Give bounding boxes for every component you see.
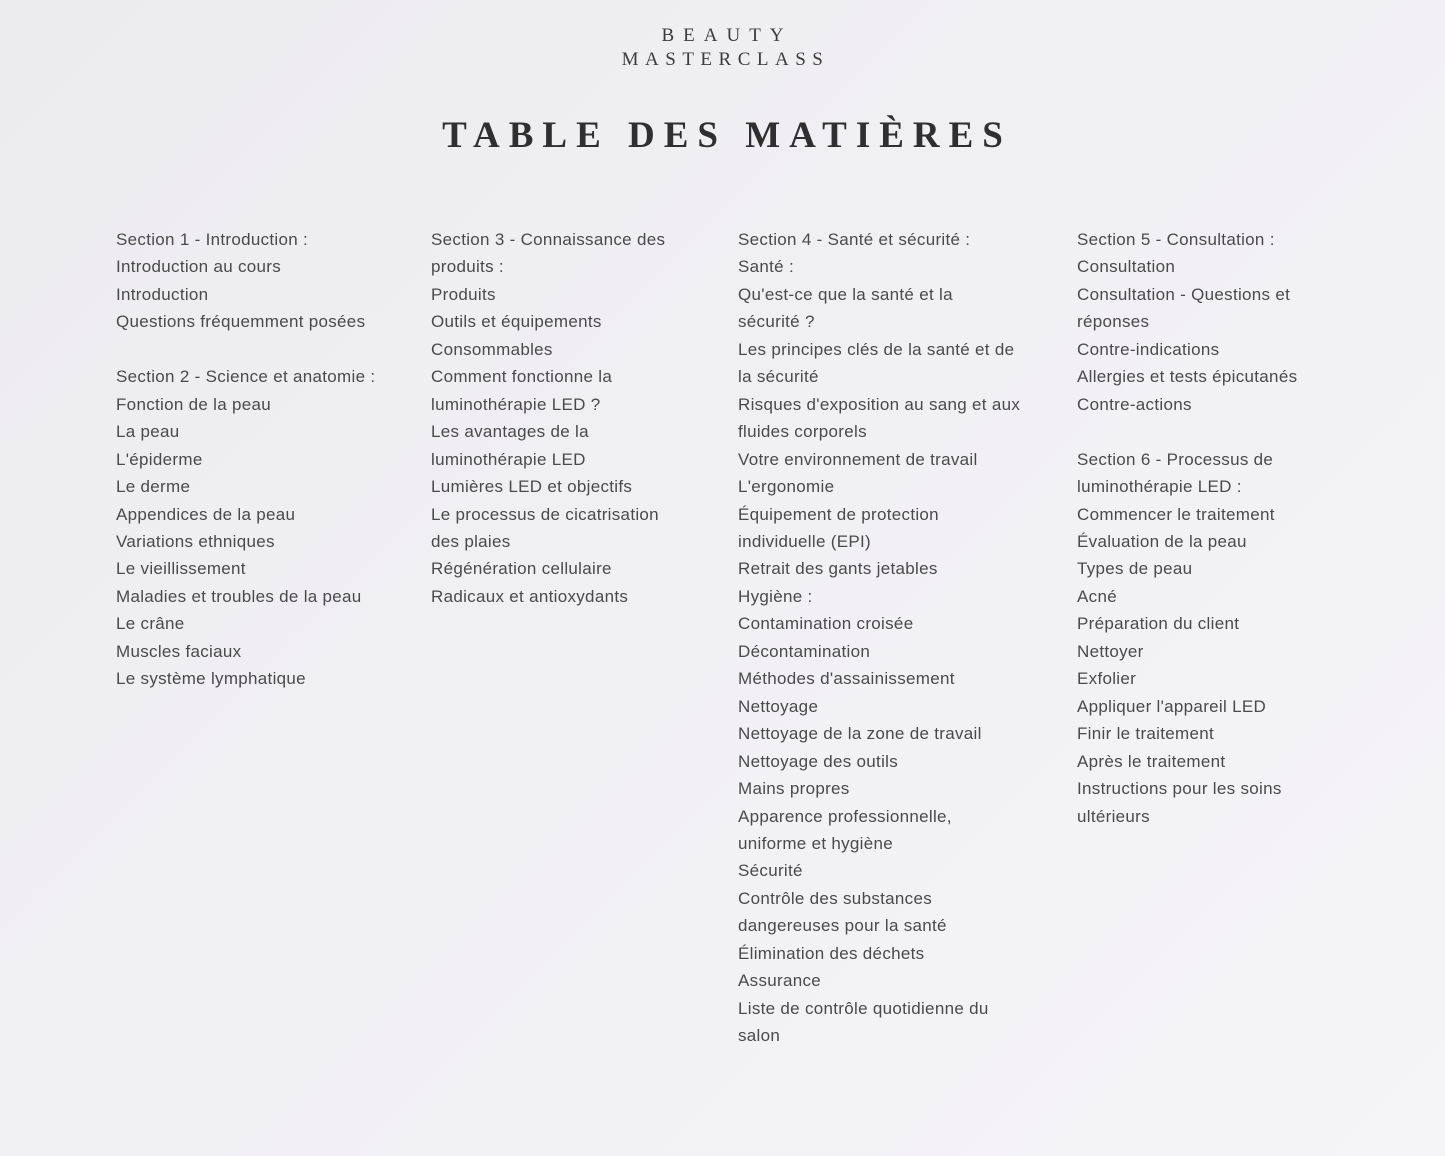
toc-entry: Le processus de cicatrisation [431, 504, 659, 524]
toc-entry: Introduction au cours [116, 257, 282, 277]
toc-entry: sécurité ? [738, 312, 815, 332]
toc-entry: Fonction de la peau [116, 394, 272, 414]
toc-entry: Instructions pour les soins [1077, 779, 1282, 799]
toc-entry: Muscles faciaux [116, 641, 242, 661]
toc-entry: Radicaux et antioxydants [431, 586, 629, 606]
toc-entry: individuelle (EPI) [738, 531, 871, 551]
toc-entry: Consultation - Questions et [1077, 284, 1291, 304]
toc-entry: Contamination croisée [738, 614, 914, 634]
toc-entry: salon [738, 1026, 781, 1046]
toc-entry: Le derme [116, 477, 191, 497]
toc-entry: Après le traitement [1077, 751, 1226, 771]
toc-entry: L'épiderme [116, 449, 203, 469]
toc-entry: Le vieillissement [116, 559, 246, 579]
section-spacer [116, 336, 416, 363]
brand-logo [0, 24, 1445, 72]
toc-entry: Sécurité [738, 861, 803, 881]
toc-entry: Qu'est-ce que la santé et la [738, 284, 953, 304]
toc-entry: réponses [1077, 312, 1150, 332]
toc-entry: Consommables [431, 339, 553, 359]
section-spacer [1077, 418, 1377, 445]
section-heading: Section 3 - Connaissance des [431, 230, 666, 249]
toc-entry: Assurance [738, 971, 822, 991]
toc-column-2 [431, 226, 721, 610]
toc-entry: Équipement de protection [738, 504, 939, 524]
section-heading: Section 1 - Introduction : [116, 230, 309, 249]
toc-entry: fluides corporels [738, 422, 867, 442]
toc-entry: Contrôle des substances [738, 888, 933, 908]
toc-entry: Exfolier [1077, 669, 1137, 689]
toc-entry: Produits [431, 284, 496, 304]
toc-entry: Nettoyer [1077, 641, 1144, 661]
toc-entry: luminothérapie LED ? [431, 394, 601, 414]
toc-column-1 [116, 226, 416, 693]
toc-entry: Acné [1077, 586, 1117, 606]
section-heading: Section 4 - Santé et sécurité : [738, 230, 971, 249]
toc-entry: Élimination des déchets [738, 943, 925, 963]
toc-entry: Hygiène : [738, 586, 813, 606]
toc-entry: produits : [431, 257, 504, 277]
toc-entry: Les avantages de la [431, 422, 589, 442]
toc-entry: Santé : [738, 257, 794, 277]
brand-line-2: MASTERCLASS [621, 49, 830, 70]
toc-entry: Décontamination [738, 641, 871, 661]
toc-entry: Risques d'exposition au sang et aux [738, 394, 1021, 414]
toc-entry: Votre environnement de travail [738, 449, 978, 469]
toc-column-3 [738, 226, 1058, 1050]
toc-entry: luminothérapie LED : [1077, 477, 1242, 497]
toc-entry: Appliquer l'appareil LED [1077, 696, 1267, 716]
toc-entry: Questions fréquemment posées [116, 312, 366, 332]
section-heading: Section 2 - Science et anatomie : [116, 367, 376, 387]
toc-entry: ultérieurs [1077, 806, 1150, 826]
section-heading: Section 5 - Consultation : [1077, 230, 1275, 249]
toc-entry: Types de peau [1077, 559, 1193, 579]
brand-line-1: BEAUTY [661, 25, 793, 46]
toc-entry: Outils et équipements [431, 312, 602, 332]
toc-entry: la sécurité [738, 367, 819, 387]
toc-entry: uniforme et hygiène [738, 833, 894, 853]
toc-entry: Lumières LED et objectifs [431, 477, 633, 497]
toc-entry: Nettoyage [738, 696, 819, 716]
toc-column-4 [1077, 226, 1377, 830]
toc-entry: Nettoyage de la zone de travail [738, 724, 982, 744]
toc-entry: Préparation du client [1077, 614, 1240, 634]
section-heading: Section 6 - Processus de [1077, 449, 1274, 469]
toc-entry: des plaies [431, 531, 511, 551]
toc-entry: Comment fonctionne la [431, 367, 613, 387]
toc-entry: Consultation [1077, 257, 1176, 277]
toc-entry: dangereuses pour la santé [738, 916, 947, 936]
toc-entry: luminothérapie LED [431, 449, 586, 469]
toc-entry: Nettoyage des outils [738, 751, 899, 771]
toc-entry: Les principes clés de la santé et de [738, 339, 1015, 359]
toc-entry: L'ergonomie [738, 477, 835, 497]
toc-entry: Variations ethniques [116, 531, 275, 551]
toc-entry: Allergies et tests épicutanés [1077, 367, 1298, 387]
toc-entry: Commencer le traitement [1077, 504, 1275, 524]
toc-entry: Méthodes d'assainissement [738, 669, 955, 689]
toc-entry: Contre-actions [1077, 394, 1192, 414]
toc-entry: Apparence professionnelle, [738, 806, 952, 826]
toc-entry: Contre-indications [1077, 339, 1220, 359]
toc-entry: Évaluation de la peau [1077, 531, 1247, 551]
toc-entry: Retrait des gants jetables [738, 559, 938, 579]
page-title: TABLE DES MATIÈRES [442, 115, 1012, 156]
toc-entry: Le système lymphatique [116, 669, 306, 689]
toc-entry: Liste de contrôle quotidienne du [738, 998, 989, 1018]
toc-entry: Le crâne [116, 614, 185, 634]
toc-entry: Finir le traitement [1077, 724, 1215, 744]
toc-entry: Mains propres [738, 779, 850, 799]
toc-entry: Maladies et troubles de la peau [116, 586, 362, 606]
toc-entry: Introduction [116, 284, 209, 304]
toc-entry: Régénération cellulaire [431, 559, 612, 579]
toc-entry: La peau [116, 422, 180, 442]
toc-entry: Appendices de la peau [116, 504, 296, 524]
